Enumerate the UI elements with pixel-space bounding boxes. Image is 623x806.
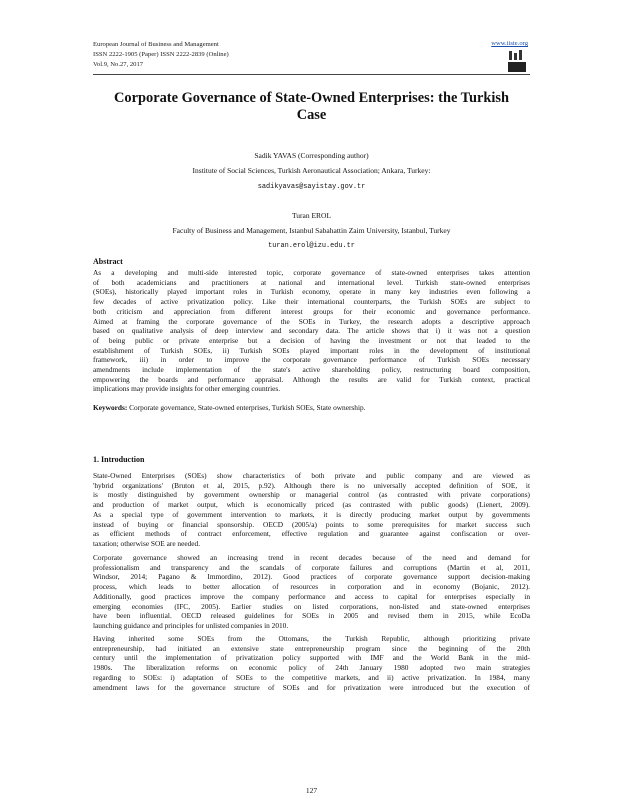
author-1-name: Sadik YAVAS (Corresponding author): [254, 151, 369, 160]
text-line: Having inherited some SOEs from the Ottomans, the Turkish Republic, although prioritizing private: [93, 634, 530, 643]
abstract-heading: Abstract: [93, 257, 123, 266]
text-line: Aimed at framing the corporate governance of the SOEs in Turkey, the research adopts a descriptive approach: [93, 316, 530, 326]
text-line: and production of market output, which is economically priced (as contrasted with public goods) (Lienert, 2009).: [93, 500, 530, 510]
text-line: As a developing and multi-side interested topic, corporate governance of state-owned enterprises takes attention: [93, 268, 530, 277]
text-line: amendments include implementation of the state's active shareholding policy, restructuring board composition,: [93, 365, 530, 375]
text-line: launching guidance and principles for unlisted companies in 2010.: [93, 620, 289, 630]
keywords-text: Corporate governance, State-owned enterprises, Turkish SOEs, State ownership.: [129, 403, 366, 412]
text-line: few decades of active privatization policy. Like their international counterparts, the Turkish SOEs are subject to: [93, 297, 530, 307]
journal-issn: ISSN 2222-1905 (Paper) ISSN 2222-2839 (Online): [93, 51, 229, 58]
text-line: instead of buying or financial sponsorship. OECD (2005/a) points to some prerequisites for market success such: [93, 519, 530, 529]
text-line: implications may provide insights for other emerging countries.: [93, 384, 281, 394]
title-line: Case: [296, 107, 327, 123]
keywords: [93, 403, 530, 413]
text-line: taxation; otherwise SOE are needed.: [93, 538, 201, 548]
author-2-name: Turan EROL: [291, 211, 332, 220]
text-line: establishment of Turkish SOEs, ii) Turkish SOEs played important roles in the development of institutional: [93, 345, 530, 355]
abstract-body: [93, 268, 530, 394]
author-1-email: sadikyavas@sayistay.gov.tr: [257, 183, 366, 191]
author-2-email: turan.erol@izu.edu.tr: [268, 242, 355, 250]
text-line: framework, iii) in order to improve the corporate governance performance of Turkish SOEs necessary: [93, 355, 530, 365]
journal-header: [93, 40, 229, 70]
text-line: process, which leads to better allocation of resources in corporation and in economy (Bojanic, 2012).: [93, 582, 530, 592]
keywords-label: Keywords:: [93, 403, 128, 412]
text-line: Additionally, good practices improve the company performance and access to capital for enterprises especially in: [93, 591, 530, 601]
text-line: regarding to SOEs: i) adaptation of SOEs to the competitive markets, and ii) active privatization. In 1984, many: [93, 672, 530, 682]
author-1-affiliation: Institute of Social Sciences, Turkish Aeronautical Association; Ankara, Turkey:: [192, 166, 431, 175]
intro-paragraph-3: [93, 634, 530, 692]
text-line: (SOEs), historically played important roles in Turkish economy, operate in many key industries even following a: [93, 287, 530, 297]
iiste-logo: [508, 50, 526, 72]
intro-paragraph-1: [93, 471, 530, 549]
text-line: professionalism and transparency and the scandals of corporate failures and corruptions (Martin et al, 2011,: [93, 562, 530, 572]
title-line: Corporate Governance of State-Owned Enterprises: the Turkish: [114, 90, 509, 106]
text-line: Corporate governance showed an increasing trend in recent decades because of the need and demand for: [93, 553, 530, 562]
text-line: 'hybrid organizations' (Bruton et al, 2015, p.92). Although there is no universally accepted definition of SOE, it: [93, 480, 530, 490]
text-line: as efficient methods of contract enforcement, effective regulation and guarantee against confiscation or over-: [93, 529, 530, 539]
intro-paragraph-2: [93, 553, 530, 631]
header-rule: [93, 74, 530, 75]
text-line: based on qualitative analysis of deep interview and secondary data. The article shows that i) it was not a question: [93, 326, 530, 336]
text-line: empowering the boards and performance appraisal. Although the results are valid for Turkish context, practical: [93, 374, 530, 384]
text-line: amendment laws for the governance structure of SOEs and for privatization were introduced but the execution of: [93, 682, 530, 692]
text-line: 1980s. The liberalization reforms on economic policy of 24th January 1980 adopted two main strategies: [93, 663, 530, 673]
text-line: entrepreneurship, had initiated an extensive state entrepreneurship program since the beginning of the 20th: [93, 643, 530, 653]
text-line: Windsor, 2014; Pagano & Immordino, 2012). Good practices of corporate governance support decision-making: [93, 572, 530, 582]
journal-name: European Journal of Business and Management: [93, 41, 219, 48]
text-line: both criticism and appreciation from different interest groups for their economic and governance performance.: [93, 306, 530, 316]
text-line: [93, 403, 530, 413]
text-line: of being public or private enterprise but a decision of having the investment or not that leaded to the: [93, 335, 530, 345]
text-line: emerging economies (IFC, 2005). Earlier studies on listed corporations, non-listed and state-owned enterprises: [93, 601, 530, 611]
paper-title: [93, 90, 530, 124]
text-line: have been influential. OECD released guidelines for SOEs in 2005 and revised them in 2015, while EcoDa: [93, 611, 530, 621]
text-line: is mostly distinguished by government ownership or managerial control (as contrasted with private corporations): [93, 490, 530, 500]
text-line: of both academicians and practitioners at national and international level. Turkish state-owned enterprises: [93, 277, 530, 287]
journal-website-link[interactable]: www.iiste.org: [491, 40, 528, 47]
page-number: 127: [305, 786, 318, 795]
author-2-affiliation: Faculty of Business and Management, Istanbul Sabahattin Zaim University, Istanbul, Turkey: [172, 226, 451, 235]
text-line: State-Owned Enterprises (SOEs) show characteristics of both private and public company and are viewed as: [93, 471, 530, 480]
text-line: century until the implementation of privatization policy supported with IMF and the World Bank in the mid-: [93, 653, 530, 663]
journal-volume: Vol.9, No.27, 2017: [93, 61, 144, 68]
text-line: As a special type of government intervention to markets, it is directly producing market output by governments: [93, 509, 530, 519]
intro-heading: 1. Introduction: [93, 455, 145, 464]
